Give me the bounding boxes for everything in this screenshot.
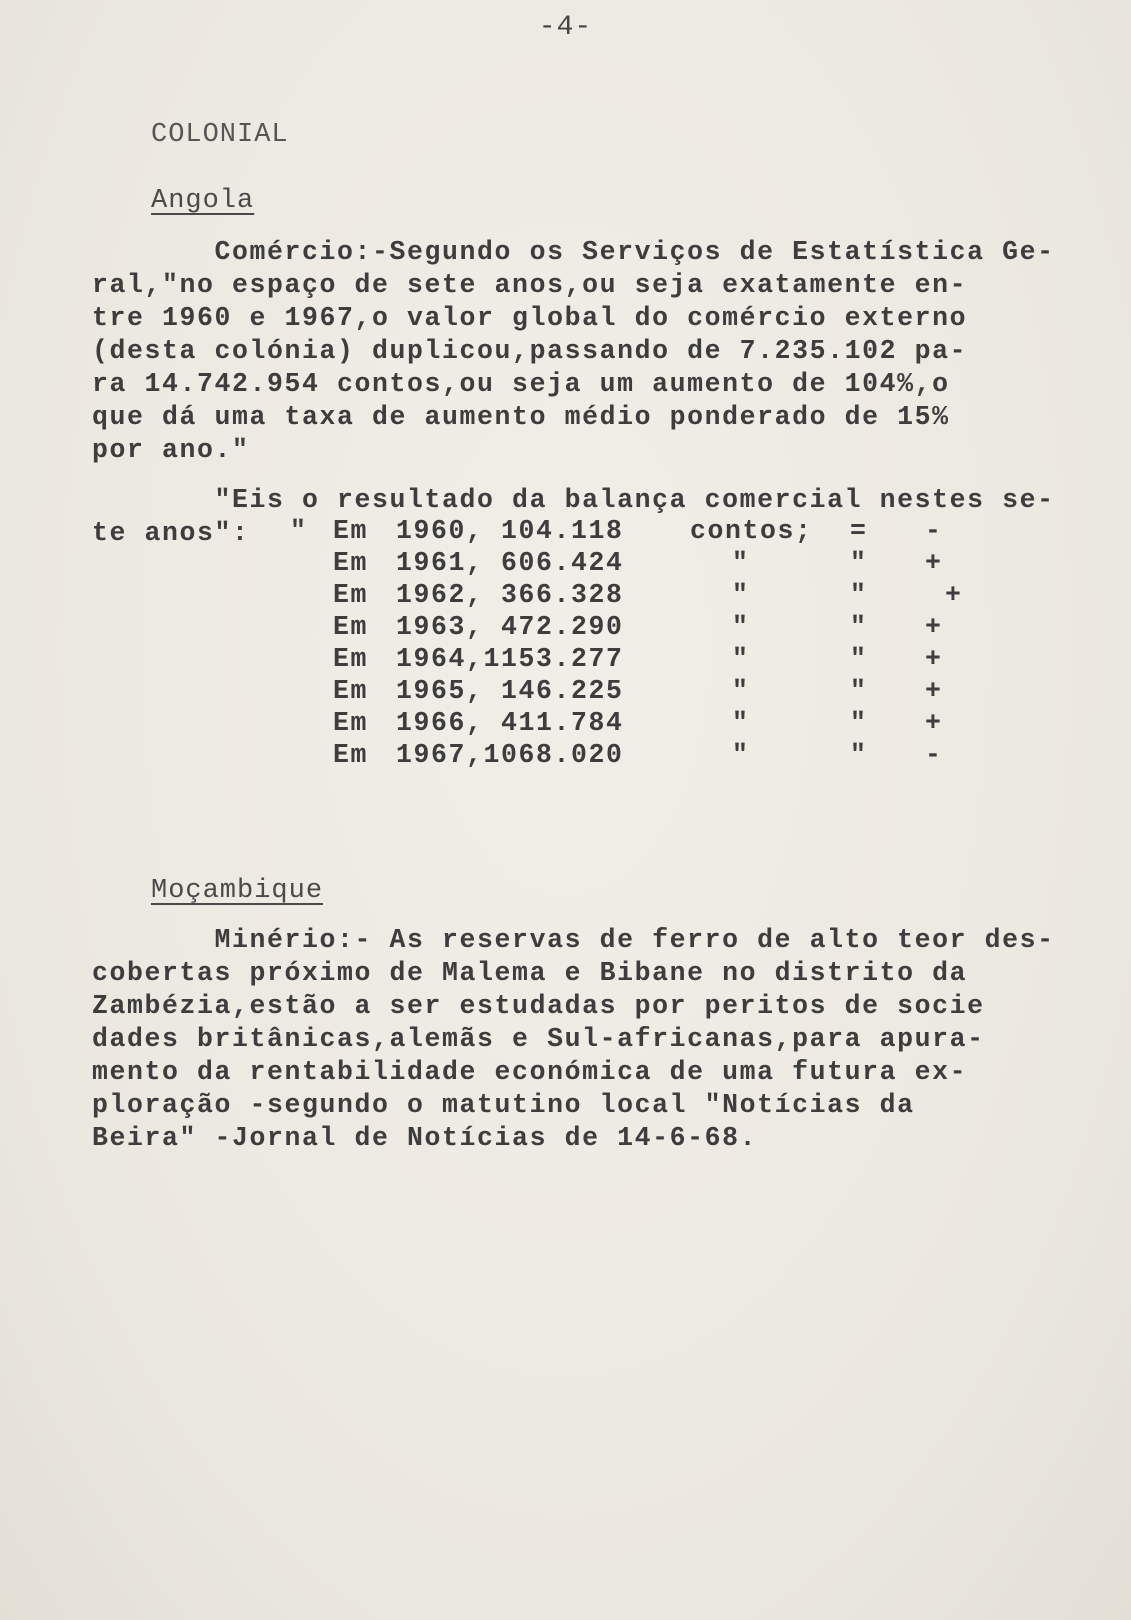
trade-row <box>0 516 1131 548</box>
em-label: Em <box>333 644 369 674</box>
balance-sign: + <box>925 676 943 706</box>
year-value: 1966, 411.784 <box>396 708 624 738</box>
ditto-mark: " <box>732 676 750 706</box>
ditto-mark: " <box>732 612 750 642</box>
mocambique-mining-paragraph: Minério:- As reservas de ferro de alto teor des- cobertas próximo de Malema e Bibane no distrito da Zambézia,estão a ser estudadas por peritos de socie dades britânicas,alemãs e Sul-africanas,para apura- mento da rentabilidade económica de uma futura ex- ploração -segundo o matutino local "Notícias da Beira" -Jornal de Notícias de 14-6-68. <box>92 925 1055 1153</box>
ditto-mark: " <box>732 580 750 610</box>
ditto-mark: " <box>850 580 868 610</box>
em-label: Em <box>333 548 369 578</box>
balance-sign: - <box>925 740 943 770</box>
section-heading: COLONIAL <box>151 120 289 150</box>
em-label: Em <box>333 612 369 642</box>
page-number: -4- <box>538 12 593 43</box>
year-value: 1965, 146.225 <box>396 676 624 706</box>
ditto-mark: " <box>850 676 868 706</box>
year-value: 1961, 606.424 <box>396 548 624 578</box>
ditto-mark: " <box>850 548 868 578</box>
year-value: 1960, 104.118 <box>396 516 624 546</box>
mocambique-heading: Moçambique <box>151 876 324 906</box>
year-value: 1964,1153.277 <box>396 644 624 674</box>
balance-sign: + <box>925 708 943 738</box>
angola-heading: Angola <box>151 186 255 216</box>
trade-row <box>0 644 1131 676</box>
em-label: Em <box>333 708 369 738</box>
open-quote: " <box>290 516 308 546</box>
balance-sign: + <box>925 548 943 578</box>
trade-row <box>0 612 1131 644</box>
trade-balance-intro: "Eis o resultado da balança comercial nestes se- te anos": <box>92 485 1055 548</box>
equals-mark: = <box>850 516 868 546</box>
em-label: Em <box>333 740 369 770</box>
balance-sign: + <box>945 580 963 610</box>
em-label: Em <box>333 676 369 706</box>
balance-sign: - <box>925 516 943 546</box>
ditto-mark: " <box>732 548 750 578</box>
ditto-mark: " <box>850 740 868 770</box>
em-label: Em <box>333 516 369 546</box>
ditto-mark: " <box>850 612 868 642</box>
ditto-mark: " <box>732 740 750 770</box>
trade-row <box>0 740 1131 772</box>
trade-row <box>0 580 1131 612</box>
ditto-mark: " <box>732 708 750 738</box>
ditto-mark: " <box>850 708 868 738</box>
unit-label: contos; <box>690 516 813 546</box>
em-label: Em <box>333 580 369 610</box>
year-value: 1967,1068.020 <box>396 740 624 770</box>
ditto-mark: " <box>850 644 868 674</box>
year-value: 1963, 472.290 <box>396 612 624 642</box>
trade-row <box>0 676 1131 708</box>
angola-commerce-paragraph: Comércio:-Segundo os Serviços de Estatística Ge- ral,"no espaço de sete anos,ou seja exatamente en- tre 1960 e 1967,o valor global do comércio externo (desta colónia) duplicou,passando de 7.235.102 pa- ra 14.742.954 contos,ou seja um aumento de 104%,o que dá uma taxa de aumento médio ponderado de 15% por ano." <box>92 237 1055 465</box>
trade-row <box>0 708 1131 740</box>
year-value: 1962, 366.328 <box>396 580 624 610</box>
balance-sign: + <box>925 612 943 642</box>
ditto-mark: " <box>732 644 750 674</box>
trade-row <box>0 548 1131 580</box>
balance-sign: + <box>925 644 943 674</box>
